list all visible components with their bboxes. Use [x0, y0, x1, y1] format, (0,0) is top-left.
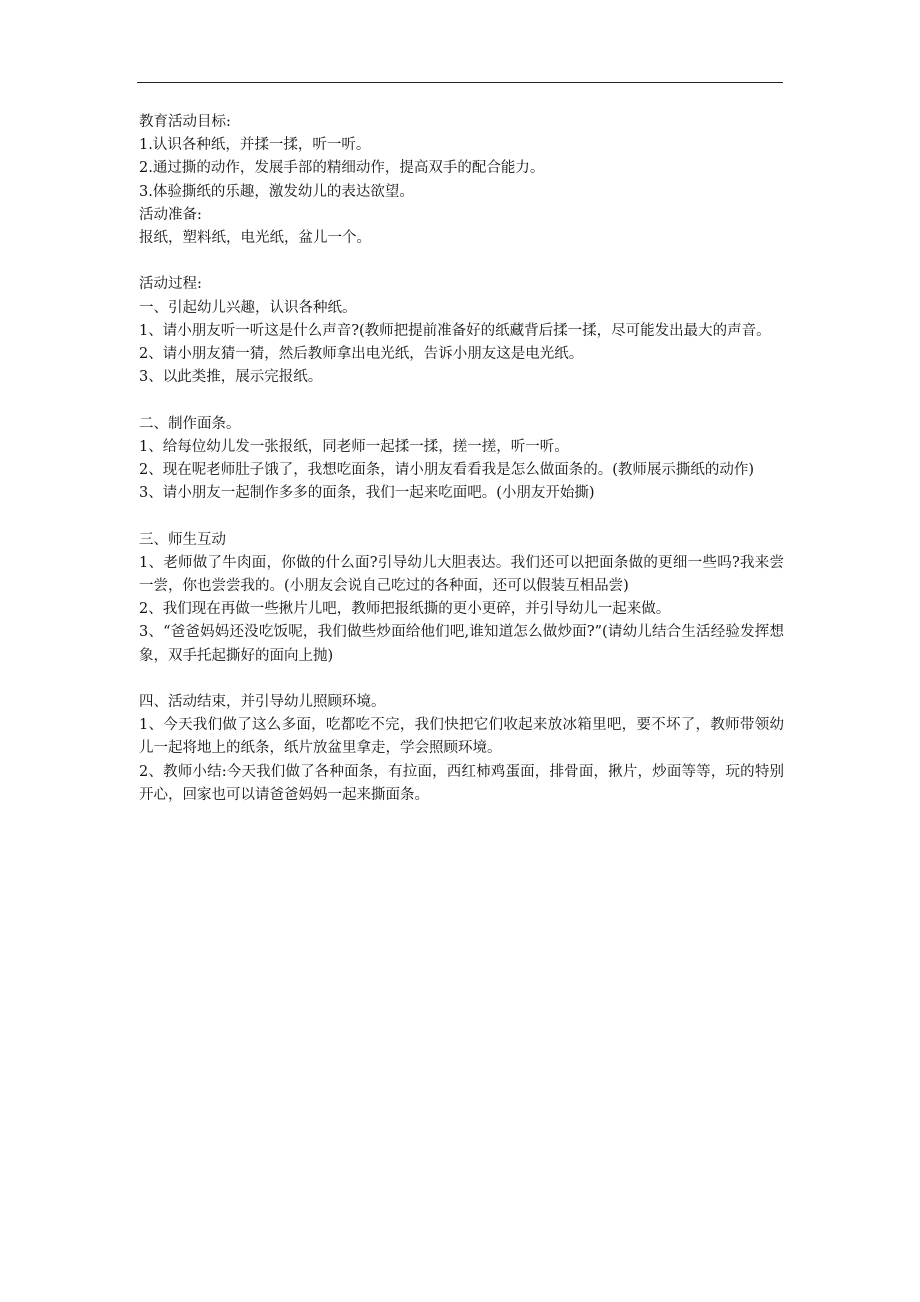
goal-item-2: 2.通过撕的动作，发展手部的精细动作，提高双手的配合能力。: [139, 160, 545, 177]
document-body: [139, 111, 784, 807]
goals-heading: 教育活动目标:: [139, 114, 231, 130]
section-1-item-3: 3、以此类推，展示完报纸。: [139, 369, 323, 386]
section-2-item-1: 1、给每位幼儿发一张报纸，同老师一起揉一揉，搓一搓，听一听。: [139, 438, 569, 455]
prep-content: 报纸，塑料纸，电光纸，盆儿一个。: [139, 230, 371, 247]
paragraph-gap: [139, 389, 784, 412]
section-1-title: 一、引起幼儿兴趣，认识各种纸。: [139, 299, 357, 316]
section-3-item-2: 2、我们现在再做一些揪片儿吧，教师把报纸撕的更小更碎，并引导幼儿一起来做。: [139, 601, 671, 618]
paragraph-gap: [139, 250, 784, 273]
section-2-item-2: 2、现在呢老师肚子饿了，我想吃面条，请小朋友看看我是怎么做面条的。(教师展示撕纸的动作): [139, 462, 755, 479]
prep-heading: 活动准备:: [139, 206, 202, 223]
paragraph-gap: [139, 668, 784, 691]
paragraph-gap: [139, 505, 784, 528]
section-4-item-2: 2、教师小结:今天我们做了各种面条，有拉面，西红柿鸡蛋面，排骨面，揪片，炒面等等，玩的特别开心，回家也可以请爸爸妈妈一起来撕面条。: [139, 763, 784, 803]
section-2-item-3: 3、请小朋友一起制作多多的面条，我们一起来吃面吧。(小朋友开始撕): [139, 485, 595, 502]
goal-item-1: 1.认识各种纸，并揉一揉，听一听。: [139, 137, 371, 154]
process-heading: 活动过程:: [139, 276, 202, 293]
section-3-title: 三、师生互动: [139, 531, 226, 548]
section-4-item-1: 1、今天我们做了这么多面，吃都吃不完，我们快把它们收起来放冰箱里吧，要不坏了，教师带领幼儿一起将地上的纸条，纸片放盆里拿走，学会照顾环境。: [139, 717, 784, 757]
section-2-title: 二、制作面条。: [139, 415, 241, 432]
goal-item-3: 3.体验撕纸的乐趣，激发幼儿的表达欲望。: [139, 183, 414, 200]
section-1-item-1: 1、请小朋友听一听这是什么声音?(教师把提前准备好的纸藏背后揉一揉，尽可能发出最大的声音。: [139, 322, 771, 339]
header-rule: [137, 82, 783, 83]
section-3-item-1: 1、老师做了牛肉面，你做的什么面?引导幼儿大胆表达。我们还可以把面条做的更细一些吗?我来尝一尝，你也尝尝我的。(小朋友会说自己吃过的各种面，还可以假装互相品尝): [139, 554, 784, 595]
section-3-item-3: 3、“爸爸妈妈还没吃饭呢，我们做些炒面给他们吧,谁知道怎么做炒面?”(请幼儿结合生活经验发挥想象，双手托起撕好的面向上抛): [139, 624, 784, 664]
section-1-item-2: 2、请小朋友猜一猜，然后教师拿出电光纸，告诉小朋友这是电光纸。: [139, 346, 584, 363]
section-4-title: 四、活动结束，并引导幼儿照顾环境。: [139, 694, 386, 711]
